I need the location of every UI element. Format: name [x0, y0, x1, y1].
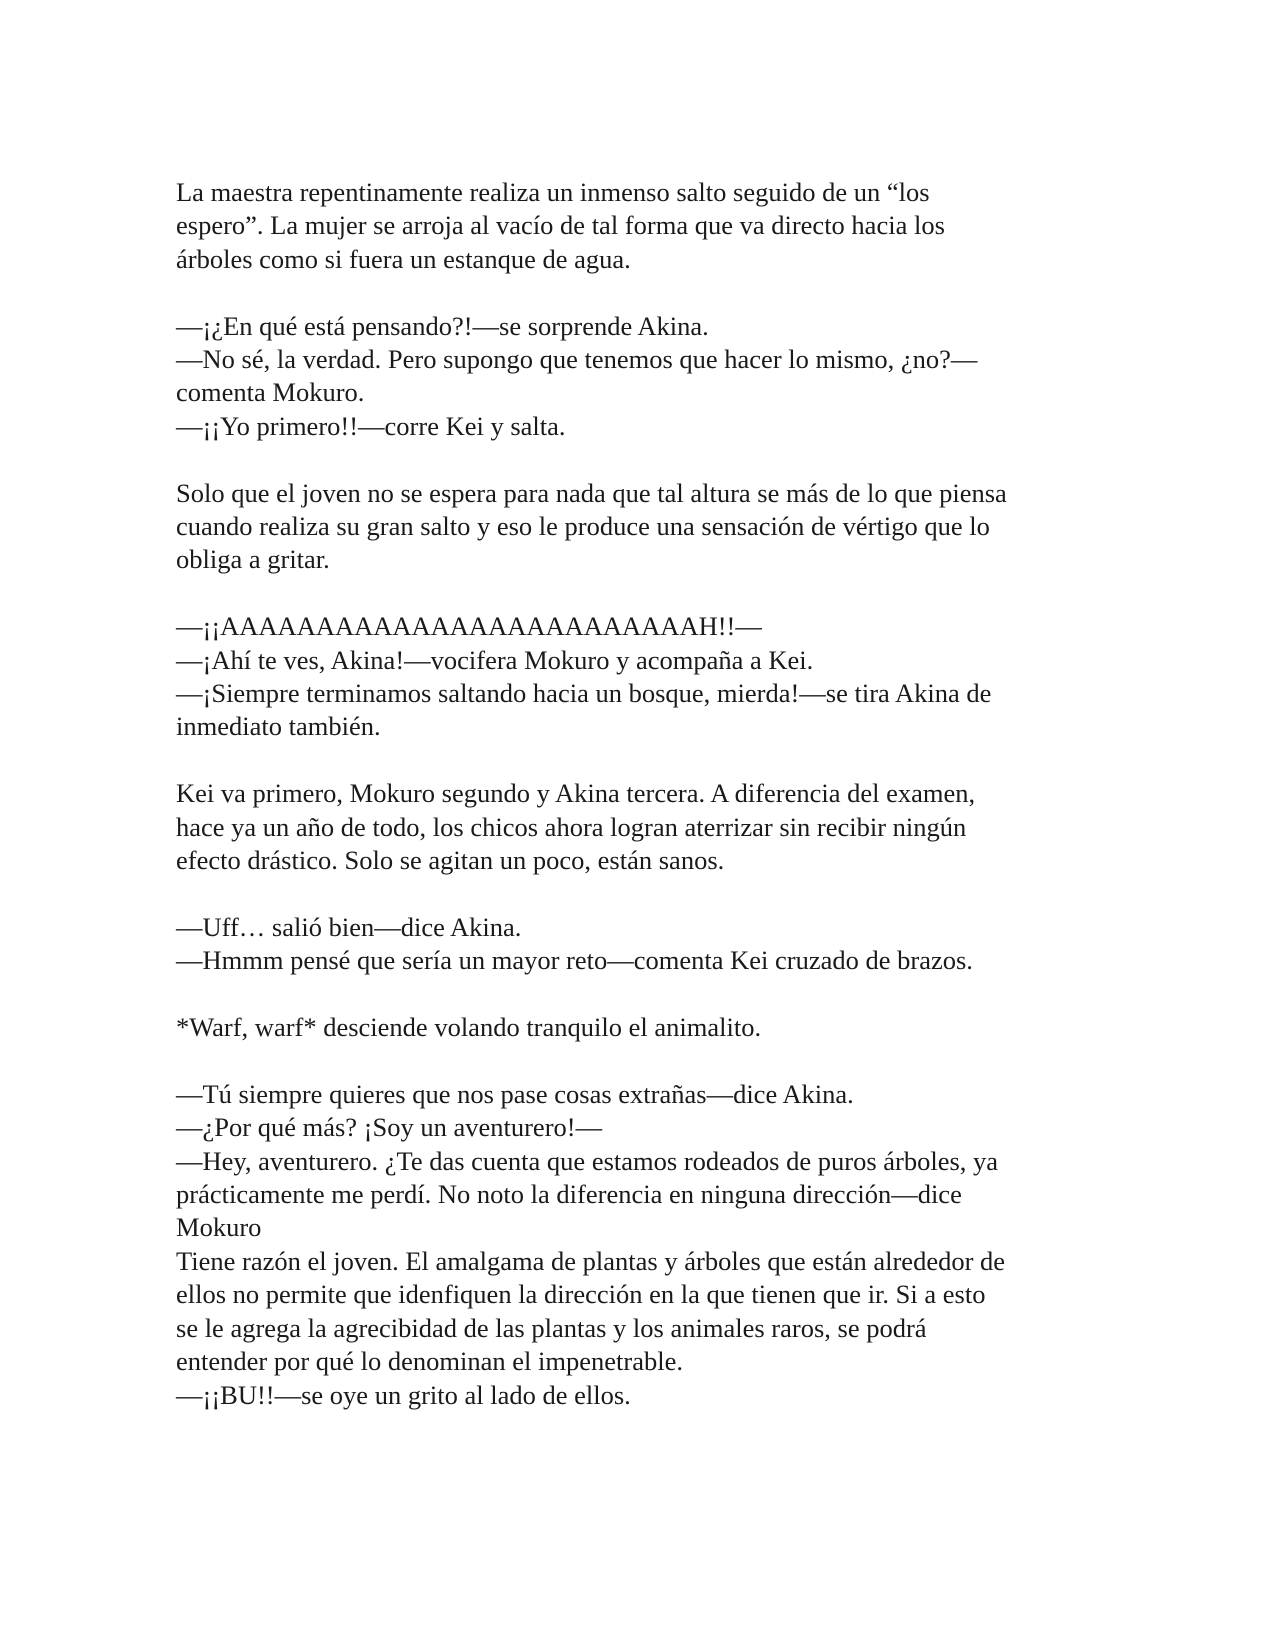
text-line: —No sé, la verdad. Pero supongo que tenemos que hacer lo mismo, ¿no?—: [176, 344, 978, 375]
text-line: —¡Ahí te ves, Akina!—vocifera Mokuro y acompaña a Kei.: [176, 644, 814, 675]
paragraph: [176, 477, 1096, 577]
text-line: hace ya un año de todo, los chicos ahora logran aterrizar sin recibir ningún: [176, 811, 967, 842]
dialogue-block: [176, 310, 1096, 444]
text-line: —¿Por qué más? ¡Soy un aventurero!—: [176, 1112, 603, 1143]
text-line: cuando realiza su gran salto y eso le produce una sensación de vértigo que lo: [176, 511, 990, 542]
paragraph: [176, 1011, 1096, 1044]
text-line: se le agrega la agrecibidad de las plantas y los animales raros, se podrá: [176, 1312, 927, 1343]
text-line: ellos no permite que idenfiquen la dirección en la que tienen que ir. Si a esto: [176, 1279, 986, 1310]
text-line: —¡Siempre terminamos saltando hacia un bosque, mierda!—se tira Akina de: [176, 678, 992, 709]
paragraph: [176, 176, 1096, 276]
text-line: comenta Mokuro.: [176, 377, 365, 408]
dialogue-block: [176, 1078, 1096, 1412]
text-line: —¡¡BU!!—se oye un grito al lado de ellos.: [176, 1379, 631, 1410]
text-line: *Warf, warf* desciende volando tranquilo el animalito.: [176, 1012, 762, 1043]
text-line: obliga a gritar.: [176, 544, 330, 575]
document-body: [176, 176, 1096, 1412]
text-line: —¡¡AAAAAAAAAAAAAAAAAAAAAAAAAH!!—: [176, 611, 762, 642]
text-line: Solo que el joven no se espera para nada que tal altura se más de lo que piensa: [176, 477, 1007, 508]
dialogue-block: [176, 610, 1096, 744]
text-line: —Uff… salió bien—dice Akina.: [176, 911, 522, 942]
text-line: La maestra repentinamente realiza un inmenso salto seguido de un “los: [176, 177, 930, 207]
dialogue-block: [176, 911, 1096, 978]
text-line: —Tú siempre quieres que nos pase cosas extrañas—dice Akina.: [176, 1078, 854, 1109]
paragraph: [176, 777, 1096, 877]
text-line: Kei va primero, Mokuro segundo y Akina tercera. A diferencia del examen,: [176, 778, 976, 809]
text-line: —¡¡Yo primero!!—corre Kei y salta.: [176, 410, 566, 441]
text-line: —¡¿En qué está pensando?!—se sorprende Akina.: [176, 310, 709, 341]
text-line: Mokuro: [176, 1212, 262, 1243]
text-line: —Hmmm pensé que sería un mayor reto—comenta Kei cruzado de brazos.: [176, 945, 973, 976]
text-line: efecto drástico. Solo se agitan un poco, están sanos.: [176, 845, 725, 876]
text-line: prácticamente me perdí. No noto la diferencia en ninguna dirección—dice: [176, 1179, 962, 1210]
text-line: Tiene razón el joven. El amalgama de plantas y árboles que están alrededor de: [176, 1245, 1006, 1276]
text-line: inmediato también.: [176, 711, 381, 742]
text-line: espero”. La mujer se arroja al vacío de tal forma que va directo hacia los: [176, 210, 945, 241]
text-line: árboles como si fuera un estanque de agua.: [176, 243, 631, 274]
text-line: entender por qué lo denominan el impenetrable.: [176, 1346, 683, 1377]
text-line: —Hey, aventurero. ¿Te das cuenta que estamos rodeados de puros árboles, ya: [176, 1145, 999, 1176]
